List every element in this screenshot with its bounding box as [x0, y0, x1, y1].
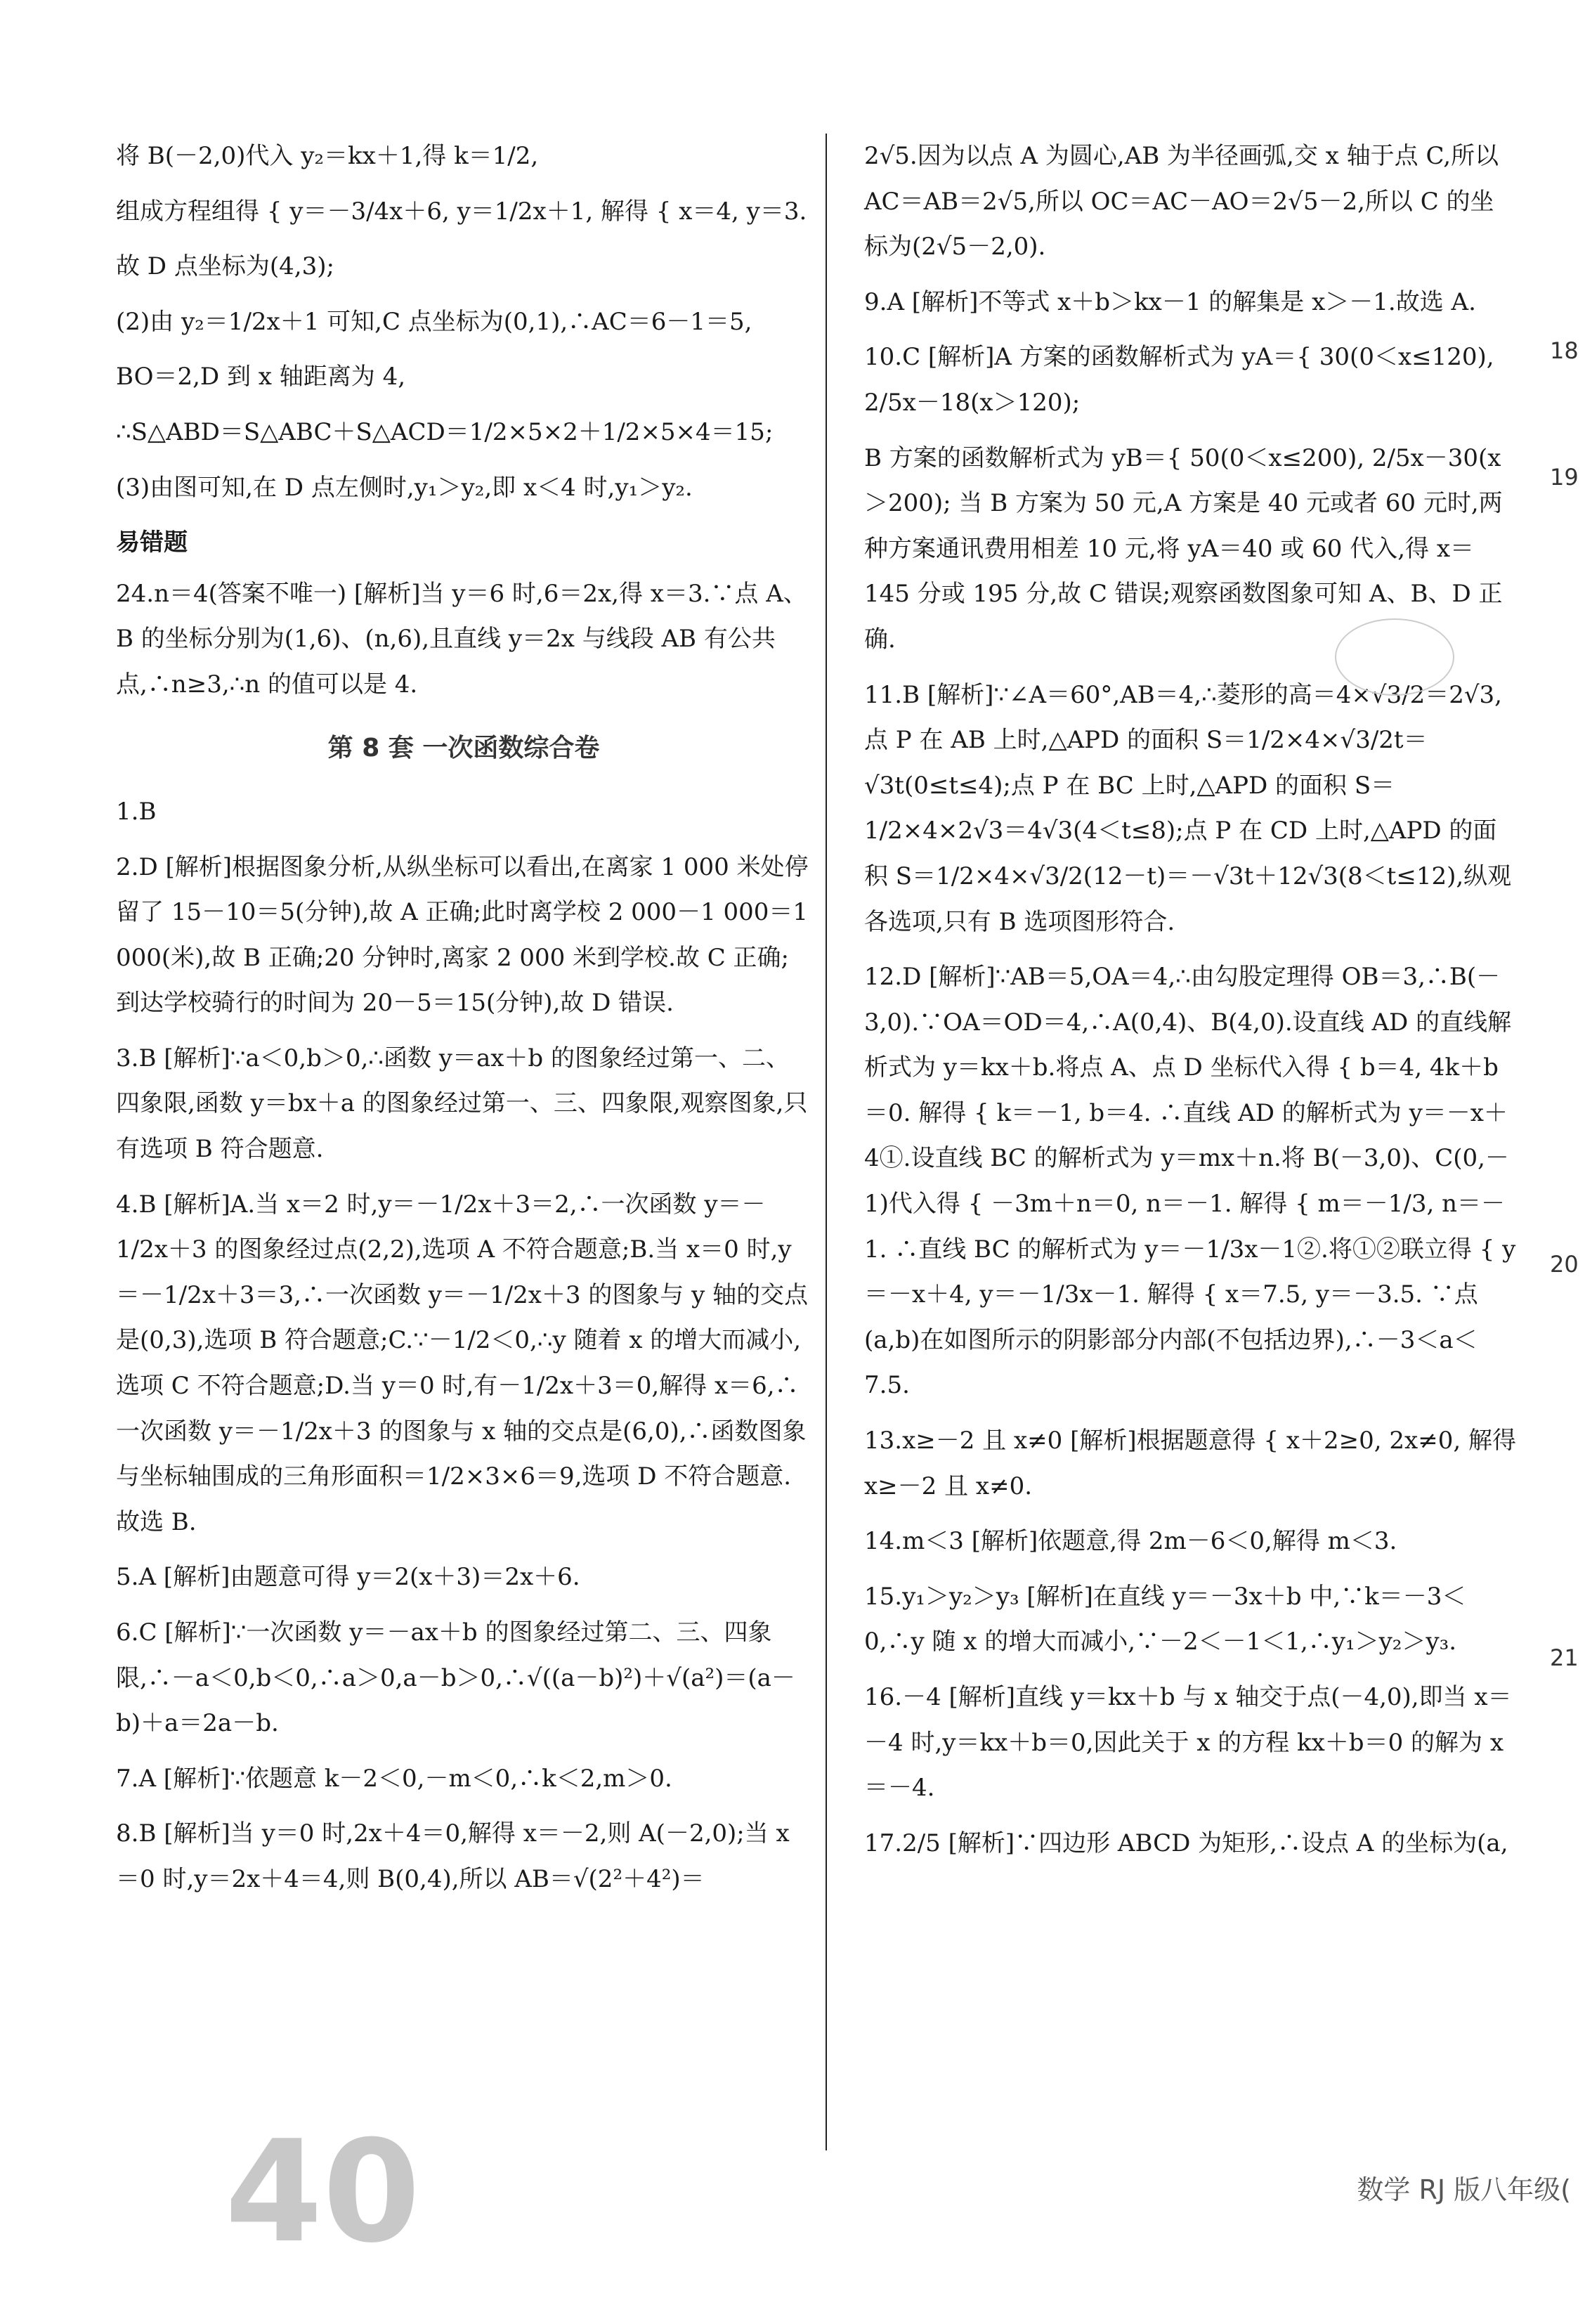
answer-4: 4.B [解析]A.当 x＝2 时,y＝－1/2x＋3＝2,∴一次函数 y＝－1/2x＋3 的图象经过点(2,2),选项 A 不符合题意;B.当 x＝0 时,y＝－1/2x＋3＝3,∴一次函数 y＝－1/2x＋3 的图象与 y 轴的交点是(0,3),选项 B 符合题意;C.∵－1/2＜0,∴y 随着 x 的增大而减小,选项 C 不符合题意;D.当 y＝0 时,有－1/2x＋3＝0,解得 x＝6,∴一次函数 y＝－1/2x＋3 的图象与 x 轴的交点是(6,0),∴函数图象与坐标轴围成的三角形面积＝1/2×3×6＝9,选项 D 不符合题意.故选 B. — [116, 1190, 809, 1536]
answer-16: 16.－4 [解析]直线 y＝kx＋b 与 x 轴交于点(－4,0),即当 x＝－4 时,y＝kx＋b＝0,因此关于 x 的方程 kx＋b＝0 的解为 x＝－4. — [864, 1683, 1512, 1803]
left-line-5: BO＝2,D 到 x 轴距离为 4, — [116, 363, 406, 391]
margin-number-19: 19 — [1550, 464, 1579, 491]
answer-7: 7.A [解析]∵依题意 k－2＜0,－m＜0,∴k＜2,m＞0. — [116, 1764, 672, 1793]
left-line-7: (3)由图可知,在 D 点左侧时,y₁＞y₂,即 x＜4 时,y₁＞y₂. — [116, 473, 693, 502]
answer-11: 11.B [解析]∵∠A＝60°,AB＝4,∴菱形的高＝4×√3/2＝2√3,点 P 在 AB 上时,△APD 的面积 S＝1/2×4×√3/2t＝√3t(0≤t≤4);点 P 在 BC 上时,△APD 的面积 S＝1/2×4×2√3＝4√3(4＜t≤8);点 P 在 CD 上时,△APD 的面积 S＝1/2×4×√3/2(12－t)＝－√3t＋12√3(8＜t≤12),纵观各选项,只有 B 选项图形符合. — [864, 680, 1512, 936]
section-title-error-prone: 易错题 — [116, 528, 188, 557]
answer-14: 14.m＜3 [解析]依题意,得 2m－6＜0,解得 m＜3. — [864, 1527, 1397, 1556]
answer-3: 3.B [解析]∵a＜0,b＞0,∴函数 y＝ax＋b 的图象经过第一、二、四象限,函数 y＝bx＋a 的图象经过第一、三、四象限,观察图象,只有选项 B 符合题意. — [116, 1044, 808, 1164]
answer-15: 15.y₁＞y₂＞y₃ [解析]在直线 y＝－3x＋b 中,∵k＝－3＜0,∴y 随 x 的增大而减小,∵－2＜－1＜1,∴y₁＞y₂＞y₃. — [864, 1582, 1466, 1656]
answer-8-continued: 2√5.因为以点 A 为圆心,AB 为半径画弧,交 x 轴于点 C,所以 AC＝AB＝2√5,所以 OC＝AC－AO＝2√5－2,所以 C 的坐标为(2√5－2,0). — [864, 142, 1499, 261]
answer-10: 10.C [解析]A 方案的函数解析式为 yA＝{ 30(0＜x≤120), 2/5x－18(x＞120); — [864, 343, 1494, 417]
answer-13: 13.x≥－2 且 x≠0 [解析]根据题意得 { x＋2≥0, 2x≠0, 解得 x≥－2 且 x≠0. — [864, 1427, 1516, 1500]
answer-12: 12.D [解析]∵AB＝5,OA＝4,∴由勾股定理得 OB＝3,∴B(－3,0).∵OA＝OD＝4,∴A(0,4)、B(4,0).设直线 AD 的直线解析式为 y＝kx＋b.将点 A、点 D 坐标代入得 { b＝4, 4k＋b＝0. 解得 { k＝－1, b＝4. ∴直线 AD 的解析式为 y＝－x＋4①.设直线 BC 的解析式为 y＝mx＋n.将 B(－3,0)、C(0,－1)代入得 { －3m＋n＝0, n＝－1. 解得 { m＝－1/3, n＝－1. ∴直线 BC 的解析式为 y＝－1/3x－1②.将①②联立得 { y＝－x＋4, y＝－1/3x－1. 解得 { x＝7.5, y＝－3.5. ∵点(a,b)在如图所示的阴影部分内部(不包括边界),∴－3＜a＜7.5. — [864, 963, 1516, 1400]
left-line-4: (2)由 y₂＝1/2x＋1 可知,C 点坐标为(0,1),∴AC＝6－1＝5, — [116, 307, 752, 336]
footer-label: 数学 RJ 版八年级( — [1357, 2174, 1571, 2205]
column-divider — [826, 134, 827, 2150]
page-number: 40 — [225, 2110, 421, 2274]
answer-2: 2.D [解析]根据图象分析,从纵坐标可以看出,在离家 1 000 米处停留了 15－10＝5(分钟),故 A 正确;此时离学校 2 000－1 000＝1 000(米),故 B 正确;20 分钟时,离家 2 000 米到学校.故 C 正确;到达学校骑行的时间为 20－5＝15(分钟),故 D 错误. — [116, 852, 809, 1018]
left-column — [116, 134, 811, 1912]
answer-1: 1.B — [116, 797, 157, 826]
answer-5: 5.A [解析]由题意可得 y＝2(x＋3)＝2x＋6. — [116, 1563, 580, 1592]
answer-6: 6.C [解析]∵一次函数 y＝－ax＋b 的图象经过第二、三、四象限,∴－a＜0,b＜0,∴a＞0,a－b＞0,∴√((a－b)²)＋√(a²)＝(a－b)＋a＝2a－b. — [116, 1618, 795, 1738]
answer-9: 9.A [解析]不等式 x＋b＞kx－1 的解集是 x＞－1.故选 A. — [864, 287, 1476, 316]
left-line-2: 组成方程组得 { y＝－3/4x＋6, y＝1/2x＋1, 解得 { x＝4, y＝3. — [116, 197, 807, 226]
answer-17: 17.2/5 [解析]∵四边形 ABCD 为矩形,∴设点 A 的坐标为(a, — [864, 1829, 1508, 1857]
margin-number-18: 18 — [1550, 337, 1579, 364]
answer-10-continued: B 方案的函数解析式为 yB＝{ 50(0＜x≤200), 2/5x－30(x＞200); 当 B 方案为 50 元,A 方案是 40 元或者 60 元时,两种方案通讯费用相差 10 元,将 yA＝40 或 60 代入,得 x＝145 分或 195 分,故 C 错误;观察函数图象可知 A、B、D 正确. — [864, 443, 1503, 654]
answer-24: 24.n＝4(答案不唯一) [解析]当 y＝6 时,6＝2x,得 x＝3.∵点 A、B 的坐标分别为(1,6)、(n,6),且直线 y＝2x 与线段 AB 有公共点,∴n≥3,∴n 的值可以是 4. — [116, 579, 807, 699]
right-column — [864, 134, 1518, 1876]
set-title: 第 8 套 一次函数综合卷 — [327, 733, 600, 762]
left-line-3: 故 D 点坐标为(4,3); — [116, 252, 334, 281]
left-line-1: 将 B(－2,0)代入 y₂＝kx＋1,得 k＝1/2, — [116, 142, 539, 170]
left-line-6: ∴S△ABD＝S△ABC＋S△ACD＝1/2×5×2＋1/2×5×4＝15; — [116, 417, 774, 446]
watermark-stamp — [1335, 618, 1454, 696]
margin-number-20: 20 — [1550, 1251, 1579, 1278]
answer-8: 8.B [解析]当 y＝0 时,2x＋4＝0,解得 x＝－2,则 A(－2,0);当 x＝0 时,y＝2x＋4＝4,则 B(0,4),所以 AB＝√(2²＋4²)＝ — [116, 1819, 790, 1893]
margin-number-21: 21 — [1550, 1644, 1579, 1671]
